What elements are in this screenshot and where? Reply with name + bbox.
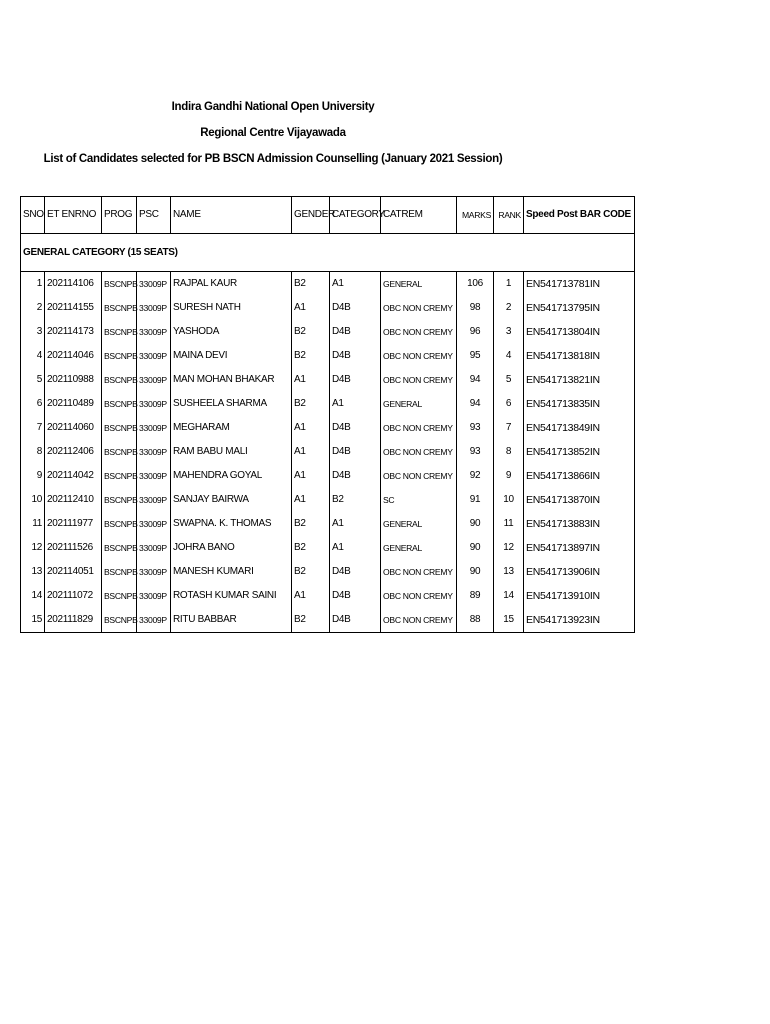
- cell-psc: 33009P: [137, 296, 171, 320]
- cell-marks: 106: [457, 272, 494, 297]
- cell-catrem: OBC NON CREMY: [381, 608, 457, 633]
- col-rank: RANK: [494, 197, 524, 234]
- cell-name: MAN MOHAN BHAKAR: [171, 368, 292, 392]
- cell-rank: 15: [494, 608, 524, 633]
- cell-catrem: SC: [381, 488, 457, 512]
- cell-prog: BSCNPB: [102, 560, 137, 584]
- cell-category: D4B: [330, 560, 381, 584]
- cell-psc: 33009P: [137, 560, 171, 584]
- cell-sno: 15: [21, 608, 45, 633]
- cell-gender: A1: [292, 440, 330, 464]
- cell-enrno: 202112410: [45, 488, 102, 512]
- cell-name: MAINA DEVI: [171, 344, 292, 368]
- cell-psc: 33009P: [137, 608, 171, 633]
- col-prog: PROG: [102, 197, 137, 234]
- cell-enrno: 202111829: [45, 608, 102, 633]
- cell-rank: 9: [494, 464, 524, 488]
- cell-prog: BSCNPB: [102, 512, 137, 536]
- col-sno: SNO: [21, 197, 45, 234]
- cell-marks: 90: [457, 536, 494, 560]
- cell-gender: A1: [292, 368, 330, 392]
- section-row: [21, 234, 635, 272]
- centre-title: Regional Centre Vijayawada: [200, 127, 346, 139]
- cell-catrem: OBC NON CREMY: [381, 584, 457, 608]
- cell-prog: BSCNPB: [102, 392, 137, 416]
- cell-barcode: EN541713835IN: [524, 392, 635, 416]
- cell-rank: 2: [494, 296, 524, 320]
- cell-rank: 11: [494, 512, 524, 536]
- cell-name: SURESH NATH: [171, 296, 292, 320]
- cell-rank: 6: [494, 392, 524, 416]
- cell-psc: 33009P: [137, 320, 171, 344]
- table-row: [21, 344, 635, 368]
- cell-psc: 33009P: [137, 272, 171, 297]
- cell-name: SWAPNA. K. THOMAS: [171, 512, 292, 536]
- col-barcode: Speed Post BAR CODE: [524, 197, 635, 234]
- cell-name: RAJPAL KAUR: [171, 272, 292, 297]
- cell-sno: 4: [21, 344, 45, 368]
- cell-sno: 13: [21, 560, 45, 584]
- cell-catrem: OBC NON CREMY: [381, 416, 457, 440]
- cell-enrno: 202111977: [45, 512, 102, 536]
- cell-marks: 88: [457, 608, 494, 633]
- cell-barcode: EN541713866IN: [524, 464, 635, 488]
- cell-sno: 8: [21, 440, 45, 464]
- cell-category: A1: [330, 536, 381, 560]
- cell-category: D4B: [330, 416, 381, 440]
- cell-category: A1: [330, 392, 381, 416]
- cell-barcode: EN541713923IN: [524, 608, 635, 633]
- cell-gender: A1: [292, 296, 330, 320]
- table-row: [21, 512, 635, 536]
- cell-marks: 94: [457, 392, 494, 416]
- cell-psc: 33009P: [137, 416, 171, 440]
- cell-gender: A1: [292, 488, 330, 512]
- cell-rank: 12: [494, 536, 524, 560]
- col-gender: GENDER: [292, 197, 330, 234]
- cell-psc: 33009P: [137, 536, 171, 560]
- cell-sno: 2: [21, 296, 45, 320]
- cell-psc: 33009P: [137, 464, 171, 488]
- cell-prog: BSCNPB: [102, 584, 137, 608]
- cell-enrno: 202111072: [45, 584, 102, 608]
- cell-gender: A1: [292, 584, 330, 608]
- cell-name: RITU BABBAR: [171, 608, 292, 633]
- cell-gender: B2: [292, 560, 330, 584]
- table-row: [21, 608, 635, 633]
- cell-barcode: EN541713818IN: [524, 344, 635, 368]
- cell-name: ROTASH KUMAR SAINI: [171, 584, 292, 608]
- cell-marks: 90: [457, 560, 494, 584]
- table-row: [21, 392, 635, 416]
- cell-marks: 90: [457, 512, 494, 536]
- cell-marks: 91: [457, 488, 494, 512]
- cell-marks: 92: [457, 464, 494, 488]
- cell-prog: BSCNPB: [102, 608, 137, 633]
- cell-sno: 7: [21, 416, 45, 440]
- cell-enrno: 202111526: [45, 536, 102, 560]
- table-row: [21, 416, 635, 440]
- cell-enrno: 202110489: [45, 392, 102, 416]
- col-name: NAME: [171, 197, 292, 234]
- cell-catrem: GENERAL: [381, 536, 457, 560]
- cell-category: A1: [330, 272, 381, 297]
- candidates-table: [20, 196, 635, 633]
- table-row: [21, 584, 635, 608]
- table-row: [21, 272, 635, 297]
- cell-prog: BSCNPB: [102, 464, 137, 488]
- university-title: Indira Gandhi National Open University: [171, 101, 375, 113]
- col-catrem: CATREM: [381, 197, 457, 234]
- table-row: [21, 368, 635, 392]
- col-category: CATEGORY: [330, 197, 381, 234]
- cell-enrno: 202114155: [45, 296, 102, 320]
- cell-gender: B2: [292, 392, 330, 416]
- cell-sno: 10: [21, 488, 45, 512]
- cell-barcode: EN541713910IN: [524, 584, 635, 608]
- cell-category: D4B: [330, 344, 381, 368]
- cell-enrno: 202110988: [45, 368, 102, 392]
- cell-category: D4B: [330, 608, 381, 633]
- cell-psc: 33009P: [137, 512, 171, 536]
- cell-enrno: 202114046: [45, 344, 102, 368]
- cell-category: D4B: [330, 296, 381, 320]
- cell-rank: 13: [494, 560, 524, 584]
- cell-marks: 94: [457, 368, 494, 392]
- cell-prog: BSCNPB: [102, 272, 137, 297]
- cell-barcode: EN541713804IN: [524, 320, 635, 344]
- cell-category: B2: [330, 488, 381, 512]
- header-row: [21, 197, 635, 234]
- table-row: [21, 296, 635, 320]
- cell-prog: BSCNPB: [102, 344, 137, 368]
- cell-sno: 12: [21, 536, 45, 560]
- cell-category: D4B: [330, 368, 381, 392]
- cell-gender: B2: [292, 272, 330, 297]
- cell-gender: B2: [292, 344, 330, 368]
- cell-marks: 98: [457, 296, 494, 320]
- cell-enrno: 202114051: [45, 560, 102, 584]
- cell-sno: 11: [21, 512, 45, 536]
- cell-category: D4B: [330, 584, 381, 608]
- cell-sno: 5: [21, 368, 45, 392]
- cell-enrno: 202114173: [45, 320, 102, 344]
- cell-name: MEGHARAM: [171, 416, 292, 440]
- cell-name: YASHODA: [171, 320, 292, 344]
- cell-barcode: EN541713849IN: [524, 416, 635, 440]
- cell-catrem: GENERAL: [381, 392, 457, 416]
- cell-marks: 93: [457, 440, 494, 464]
- cell-prog: BSCNPB: [102, 368, 137, 392]
- cell-barcode: EN541713897IN: [524, 536, 635, 560]
- cell-rank: 7: [494, 416, 524, 440]
- cell-prog: BSCNPB: [102, 536, 137, 560]
- cell-rank: 8: [494, 440, 524, 464]
- cell-psc: 33009P: [137, 584, 171, 608]
- cell-gender: B2: [292, 536, 330, 560]
- table-row: [21, 488, 635, 512]
- cell-rank: 14: [494, 584, 524, 608]
- cell-name: MANESH KUMARI: [171, 560, 292, 584]
- cell-catrem: OBC NON CREMY: [381, 440, 457, 464]
- list-title: List of Candidates selected for PB BSCN Admission Counselling (January 2021 Session): [43, 153, 503, 165]
- cell-catrem: OBC NON CREMY: [381, 464, 457, 488]
- cell-name: MAHENDRA GOYAL: [171, 464, 292, 488]
- cell-enrno: 202114106: [45, 272, 102, 297]
- cell-psc: 33009P: [137, 440, 171, 464]
- cell-sno: 3: [21, 320, 45, 344]
- col-enrno: ET ENRNO: [45, 197, 102, 234]
- cell-prog: BSCNPB: [102, 440, 137, 464]
- cell-category: A1: [330, 512, 381, 536]
- col-marks: MARKS: [457, 197, 494, 234]
- cell-category: D4B: [330, 320, 381, 344]
- section-title: GENERAL CATEGORY (15 SEATS): [21, 234, 635, 272]
- cell-psc: 33009P: [137, 392, 171, 416]
- cell-catrem: GENERAL: [381, 512, 457, 536]
- cell-gender: A1: [292, 464, 330, 488]
- cell-psc: 33009P: [137, 344, 171, 368]
- cell-gender: B2: [292, 512, 330, 536]
- cell-barcode: EN541713870IN: [524, 488, 635, 512]
- cell-catrem: OBC NON CREMY: [381, 320, 457, 344]
- cell-sno: 1: [21, 272, 45, 297]
- cell-marks: 95: [457, 344, 494, 368]
- cell-sno: 9: [21, 464, 45, 488]
- cell-barcode: EN541713781IN: [524, 272, 635, 297]
- col-psc: PSC: [137, 197, 171, 234]
- cell-gender: A1: [292, 416, 330, 440]
- cell-catrem: OBC NON CREMY: [381, 296, 457, 320]
- cell-rank: 4: [494, 344, 524, 368]
- cell-enrno: 202114060: [45, 416, 102, 440]
- cell-catrem: OBC NON CREMY: [381, 344, 457, 368]
- cell-rank: 3: [494, 320, 524, 344]
- cell-enrno: 202114042: [45, 464, 102, 488]
- cell-name: SANJAY BAIRWA: [171, 488, 292, 512]
- cell-psc: 33009P: [137, 488, 171, 512]
- cell-sno: 14: [21, 584, 45, 608]
- table-row: [21, 320, 635, 344]
- cell-marks: 96: [457, 320, 494, 344]
- cell-prog: BSCNPB: [102, 488, 137, 512]
- cell-barcode: EN541713821IN: [524, 368, 635, 392]
- cell-marks: 93: [457, 416, 494, 440]
- table-row: [21, 464, 635, 488]
- cell-barcode: EN541713795IN: [524, 296, 635, 320]
- cell-enrno: 202112406: [45, 440, 102, 464]
- cell-marks: 89: [457, 584, 494, 608]
- cell-rank: 10: [494, 488, 524, 512]
- cell-gender: B2: [292, 320, 330, 344]
- cell-prog: BSCNPB: [102, 416, 137, 440]
- cell-name: JOHRA BANO: [171, 536, 292, 560]
- cell-catrem: GENERAL: [381, 272, 457, 297]
- cell-barcode: EN541713883IN: [524, 512, 635, 536]
- cell-rank: 5: [494, 368, 524, 392]
- cell-category: D4B: [330, 464, 381, 488]
- cell-barcode: EN541713906IN: [524, 560, 635, 584]
- cell-name: SUSHEELA SHARMA: [171, 392, 292, 416]
- table-row: [21, 440, 635, 464]
- cell-catrem: OBC NON CREMY: [381, 560, 457, 584]
- table-row: [21, 536, 635, 560]
- cell-category: D4B: [330, 440, 381, 464]
- cell-catrem: OBC NON CREMY: [381, 368, 457, 392]
- cell-prog: BSCNPB: [102, 320, 137, 344]
- cell-prog: BSCNPB: [102, 296, 137, 320]
- cell-psc: 33009P: [137, 368, 171, 392]
- cell-rank: 1: [494, 272, 524, 297]
- cell-barcode: EN541713852IN: [524, 440, 635, 464]
- cell-sno: 6: [21, 392, 45, 416]
- cell-gender: B2: [292, 608, 330, 633]
- table-row: [21, 560, 635, 584]
- cell-name: RAM BABU MALI: [171, 440, 292, 464]
